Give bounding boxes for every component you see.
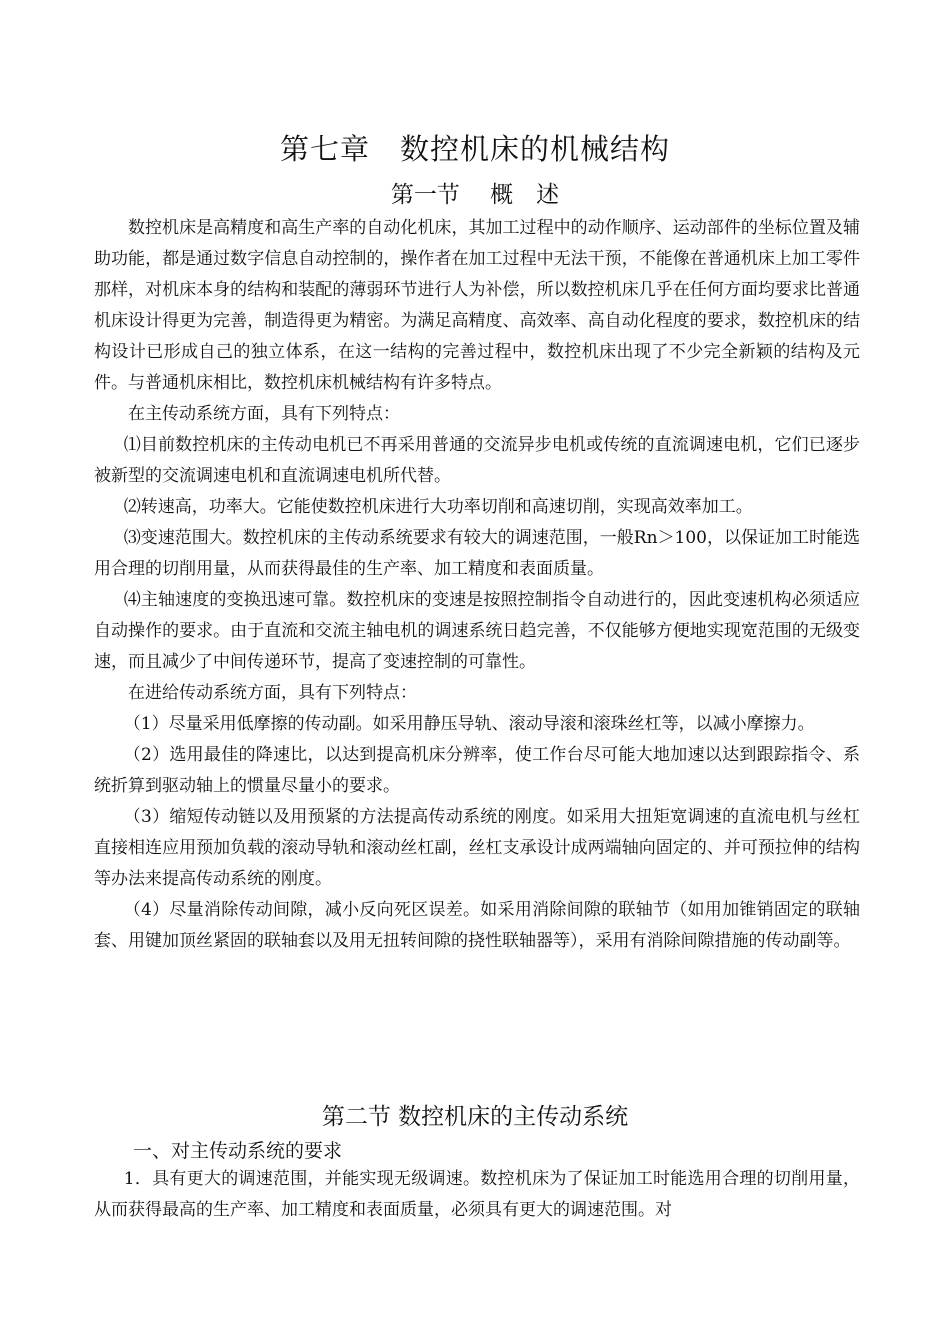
paragraph: ⑴目前数控机床的主传动电机已不再采用普通的交流异步电机或传统的直流调速电机，它们已逐步被新型的交流调速电机和直流调速电机所代替。: [94, 435, 860, 486]
paragraph: 数控机床是高精度和高生产率的自动化机床，其加工过程中的动作顺序、运动部件的坐标位置及辅助功能，都是通过数字信息自动控制的，操作者在加工过程中无法干预，不能像在普通机床上加工零件那样，对机床本身的结构和装配的薄弱环节进行人为补偿，所以数控机床几乎在任何方面均要求比普通机床设计得更为完善，制造得更为精密。为满足高精度、高效率、高自动化程度的要求，数控机床的结构设计已形成自己的独立体系，在这一结构的完善过程中，数控机床出现了不少完全新颖的结构及元件。与普通机床相比，数控机床机械结构有许多特点。: [94, 218, 860, 393]
section-body: [94, 1164, 860, 1226]
paragraph: （1）尽量采用低摩擦的传动副。如采用静压导轨、滚动导滚和滚珠丝杠等，以减小摩擦力。: [123, 714, 815, 734]
paragraph: （2）选用最佳的降速比，以达到提高机床分辨率，使工作台尽可能大地加速以达到跟踪指令、系统折算到驱动轴上的惯量尽量小的要求。: [94, 745, 860, 796]
paragraph: 1．具有更大的调速范围，并能实现无级调速。数控机床为了保证加工时能选用合理的切削用量，从而获得最高的生产率、加工精度和表面质量，必须具有更大的调速范围。对: [94, 1169, 860, 1220]
section-title: 第一节 概 述: [390, 182, 560, 208]
subsection-title: 一、对主传动系统的要求: [133, 1140, 343, 1162]
paragraph: ⑵转速高，功率大。它能使数控机床进行大功率切削和高速切削，实现高效率加工。: [123, 497, 753, 517]
chapter-title: 第七章 数控机床的机械结构: [279, 132, 670, 166]
paragraph: 在主传动系统方面，具有下列特点：: [128, 404, 400, 424]
paragraph: （4）尽量消除传动间隙，减小反向死区误差。如采用消除间隙的联轴节（如用加锥销固定的联轴套、用键加顶丝紧固的联轴套以及用无扭转间隙的挠性联轴器等），采用有消除间隙措施的传动副等。: [94, 900, 860, 951]
paragraph: （3）缩短传动链以及用预紧的方法提高传动系统的刚度。如采用大扭矩宽调速的直流电机与丝杠直接相连应用预加负载的滚动导轨和滚动丝杠副，丝杠支承设计成两端轴向固定的、并可预拉伸的结构等办法来提高传动系统的刚度。: [94, 807, 860, 889]
paragraph: 在进给传动系统方面，具有下列特点：: [128, 683, 417, 703]
paragraph: ⑷主轴速度的变换迅速可靠。数控机床的变速是按照控制指令自动进行的，因此变速机构必须适应自动操作的要求。由于直流和交流主轴电机的调速系统日趋完善，不仅能够方便地实现宽范围的无级变速，而且减少了中间传递环节，提高了变速控制的可靠性。: [94, 590, 860, 672]
section-title: 第二节 数控机床的主传动系统: [321, 1104, 629, 1130]
section-body: [94, 213, 860, 957]
paragraph: ⑶变速范围大。数控机床的主传动系统要求有较大的调速范围，一般Rn＞100，以保证加工时能选用合理的切削用量，从而获得最佳的生产率、加工精度和表面质量。: [94, 528, 860, 579]
